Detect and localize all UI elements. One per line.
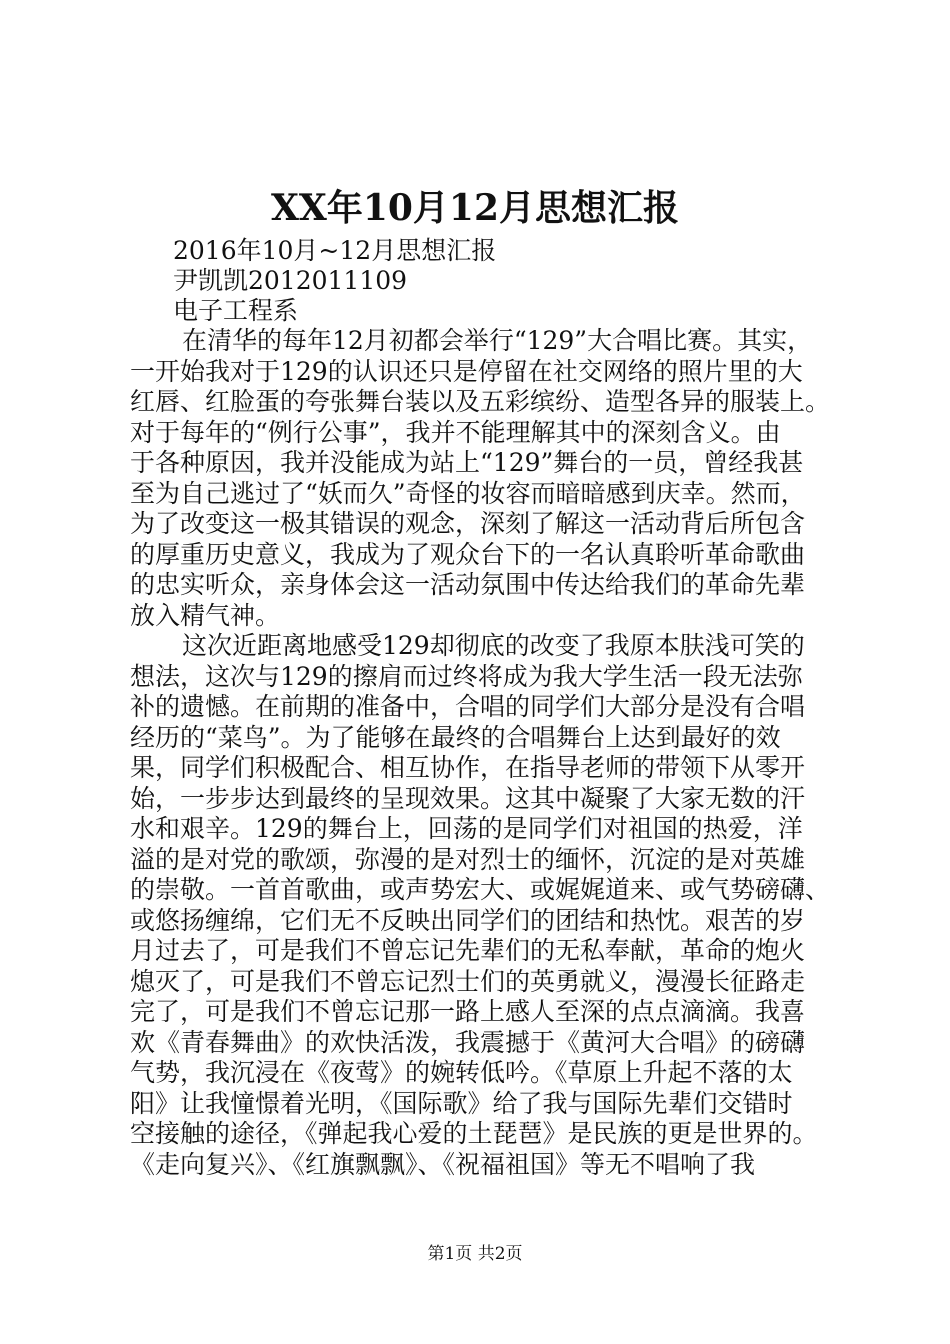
body-line: 为了改变这一极其错误的观念，深刻了解这一活动背后所包含: [130, 509, 806, 538]
body-line: 的崇敬。一首首歌曲，或声势宏大、或娓娓道来、或气势磅礴、: [130, 875, 831, 904]
body-line: 熄灭了，可是我们不曾忘记烈士们的英勇就义，漫漫长征路走: [130, 966, 806, 996]
document-body: [130, 326, 950, 1180]
body-line: 于各种原因，我并没能成为站上“129”舞台的一员，曾经我甚: [130, 448, 804, 477]
body-line: 《走向复兴》、《红旗飘飘》、《祝福祖国》等无不唱响了我: [130, 1149, 756, 1179]
body-line: 经历的“菜鸟”。为了能够在最终的合唱舞台上达到最好的效: [130, 722, 781, 752]
body-line: 果，同学们积极配合、相互协作，在指导老师的带领下从零开: [130, 753, 806, 782]
body-line: 水和艰辛。129的舞台上，回荡的是同学们对祖国的热爱，洋: [130, 814, 803, 843]
body-line: 或悠扬缠绵，它们无不反映出同学们的团结和热忱。艰苦的岁: [130, 905, 806, 935]
body-line: 对于每年的“例行公事”，我并不能理解其中的深刻含义。由: [130, 417, 781, 447]
body-line: 放入精气神。: [130, 600, 281, 630]
body-line: 始，一步步达到最终的呈现效果。这其中凝聚了大家无数的汗: [130, 783, 806, 813]
body-line: 补的遗憾。在前期的准备中，合唱的同学们大部分是没有合唱: [130, 692, 806, 721]
body-line: 气势，我沉浸在《夜莺》的婉转低吟。《草原上升起不落的太: [130, 1058, 793, 1087]
document-title: XX年10月12月思想汇报: [270, 187, 680, 229]
body-line: 至为自己逃过了“妖而久”奇怪的妆容而暗暗感到庆幸。然而，: [130, 478, 806, 508]
document-header: [173, 236, 873, 326]
department-line: 电子工程系: [173, 296, 299, 325]
author-line: 尹凯凯2012011109: [173, 266, 408, 295]
body-line: 在清华的每年12月初都会举行“129”大合唱比赛。其实，: [182, 326, 813, 355]
page-footer: 第1页 共2页: [427, 1244, 523, 1264]
body-line: 月过去了，可是我们不曾忘记先辈们的无私奉献，革命的炮火: [130, 936, 806, 965]
body-line: 阳》让我憧憬着光明，《国际歌》给了我与国际先辈们交错时: [130, 1088, 793, 1118]
body-line: 溢的是对党的歌颂，弥漫的是对烈士的缅怀，沉淀的是对英雄: [130, 844, 806, 874]
body-line: 红唇、红脸蛋的夸张舞台装以及五彩缤纷、造型各异的服装上。: [130, 387, 831, 416]
body-line: 欢《青春舞曲》的欢快活泼，我震撼于《黄河大合唱》的磅礴: [130, 1027, 806, 1057]
document-subtitle: 2016年10月~12月思想汇报: [173, 236, 497, 265]
body-line: 想法，这次与129的擦肩而过终将成为我大学生活一段无法弥: [130, 661, 803, 691]
body-line: 一开始我对于129的认识还只是停留在社交网络的照片里的大: [130, 356, 803, 386]
body-line: 完了，可是我们不曾忘记那一路上感人至深的点点滴滴。我喜: [130, 997, 806, 1026]
body-line: 空接触的途径，《弹起我心爱的土琵琶》是民族的更是世界的。: [130, 1119, 818, 1148]
body-line: 这次近距离地感受129却彻底的改变了我原本肤浅可笑的: [182, 631, 805, 660]
body-line: 的忠实听众，亲身体会这一活动氛围中传达给我们的革命先辈: [130, 570, 806, 599]
body-line: 的厚重历史意义，我成为了观众台下的一名认真聆听革命歌曲: [130, 539, 806, 569]
